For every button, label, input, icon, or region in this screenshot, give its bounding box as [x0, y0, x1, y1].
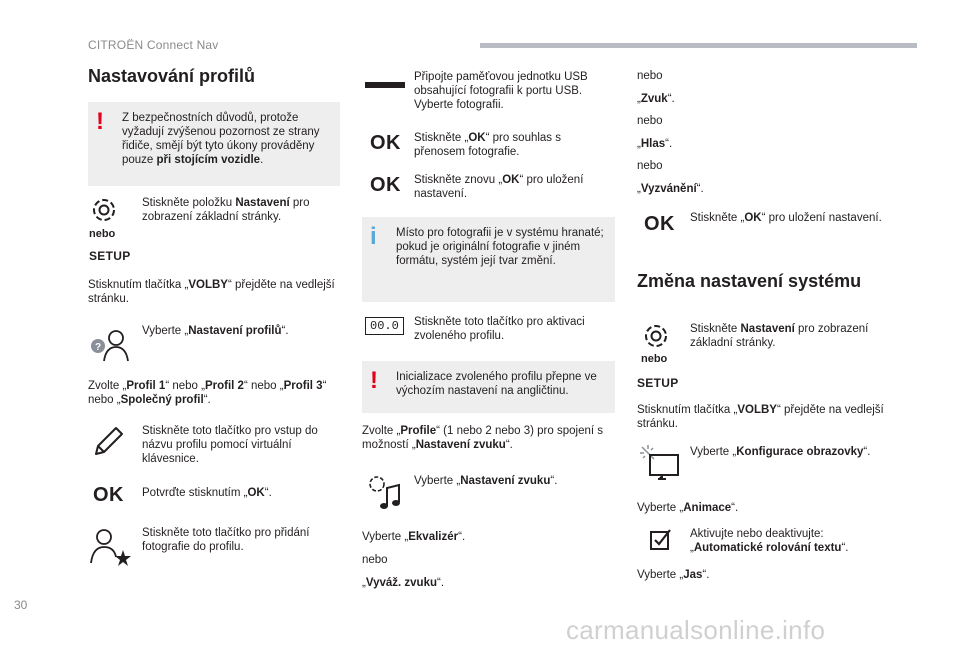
warning-exclamation-icon: ! — [96, 108, 104, 135]
header-rule — [480, 43, 917, 48]
settings-step-text: Stiskněte položku Nastavení pro zobrazení základní stránky. — [142, 197, 310, 223]
or-label: nebo — [637, 70, 663, 82]
ringtone-option: „Vyzvánění“. — [637, 183, 704, 195]
setup-button-label: SETUP — [637, 376, 679, 390]
screen-config-step: Vyberte „Konfigurace obrazovky“. — [690, 446, 871, 458]
ok-save-text: Stiskněte „OK“ pro uložení nastavení. — [690, 212, 882, 224]
auto-scroll-step: Aktivujte nebo deaktivujte: „Automatické rolování textu“. — [690, 528, 849, 554]
profile-settings-step: Vyberte „Nastavení profilů“. — [142, 325, 289, 337]
or-label: nebo — [641, 353, 668, 365]
watermark: carmanualsonline.info — [566, 615, 826, 645]
balance-step: „Vyváž. zvuku“. — [362, 577, 445, 589]
page-number: 30 — [14, 598, 28, 612]
info-icon: i — [370, 223, 377, 250]
settings-gear-icon — [89, 195, 119, 225]
brightness-step: Vyberte „Jas“. — [637, 569, 710, 581]
profile-question-icon — [88, 325, 130, 363]
animation-step: Vyberte „Animace“. — [637, 502, 739, 514]
section-heading-system: Změna nastavení systému — [637, 271, 862, 291]
ok-button-label: OK — [93, 484, 124, 506]
manual-header-title: CITROËN Connect Nav — [88, 38, 219, 52]
photo-format-info-note: i Místo pro fotografii je v systému hranaté; pokud je originální fotografie v jiném formátu, systém její tvar změní. — [362, 217, 615, 302]
or-label: nebo — [89, 228, 116, 240]
usb-step-text: Připojte paměťovou jednotku USB obsahující fotografii k portu USB. Vyberte fotografii. — [414, 71, 588, 111]
profile-activate-button-label: 00.0 — [365, 317, 404, 335]
settings-gear-icon — [641, 321, 671, 351]
edit-name-text: Stiskněte toto tlačítko pro vstup do názvu profilu pomocí virtuální klávesnice. — [142, 425, 318, 465]
confirm-ok-text: Potvrďte stisknutím „OK“. — [142, 487, 272, 499]
voice-option: „Hlas“. — [637, 138, 673, 150]
usb-port-icon — [365, 82, 405, 88]
reset-warning-note: ! Inicializace zvoleného profilu přepne ve výchozím nastavení na angličtinu. — [362, 361, 615, 413]
svg-text:?: ? — [94, 342, 102, 353]
ok-button-label: OK — [644, 213, 675, 235]
sound-option: „Zvuk“. — [637, 93, 675, 105]
profile-add-photo-icon — [90, 527, 132, 565]
pencil-icon — [92, 424, 122, 458]
ok-save-text: Stiskněte znovu „OK“ pro uložení nastavení. — [414, 174, 584, 200]
checkbox-checked-icon — [650, 528, 672, 550]
volby-step-text: Stisknutím tlačítka „VOLBY“ přejděte na vedlejší stránku. — [88, 279, 335, 305]
settings-step-text: Stiskněte Nastavení pro zobrazení základní stránky. — [690, 323, 869, 349]
ok-button-label: OK — [370, 132, 401, 154]
warning-exclamation-icon: ! — [370, 367, 378, 394]
activate-profile-text: Stiskněte toto tlačítko pro aktivaci zvoleného profilu. — [414, 316, 585, 342]
ok-accept-text: Stiskněte „OK“ pro souhlas s přenosem fotografie. — [414, 132, 562, 158]
sound-settings-icon — [367, 474, 403, 510]
or-label: nebo — [637, 115, 663, 127]
sound-settings-step: Vyberte „Nastavení zvuku“. — [414, 475, 558, 487]
equalizer-step: Vyberte „Ekvalizér“. — [362, 531, 466, 543]
setup-button-label: SETUP — [89, 249, 131, 263]
profile-sound-text: Zvolte „Profile“ (1 nebo 2 nebo 3) pro spojení s možností „Nastavení zvuku“. — [362, 425, 603, 451]
safety-warning-note: ! Z bezpečnostních důvodů, protože vyžadují zvýšenou pozornost ze strany řidiče, smějí být tyto úkony prováděny pouze při stojícím vozidle. — [88, 102, 340, 186]
or-label: nebo — [362, 554, 388, 566]
or-label: nebo — [637, 160, 663, 172]
volby-step-text: Stisknutím tlačítka „VOLBY“ přejděte na vedlejší stránku. — [637, 404, 884, 430]
add-photo-text: Stiskněte toto tlačítko pro přidání fotografie do profilu. — [142, 527, 310, 553]
screen-config-icon — [640, 445, 680, 481]
ok-button-label: OK — [370, 174, 401, 196]
section-heading-profiles: Nastavování profilů — [88, 66, 256, 86]
choose-profile-text: Zvolte „Profil 1“ nebo „Profil 2“ nebo „Profil 3“ nebo „Společný profil“. — [88, 380, 327, 406]
